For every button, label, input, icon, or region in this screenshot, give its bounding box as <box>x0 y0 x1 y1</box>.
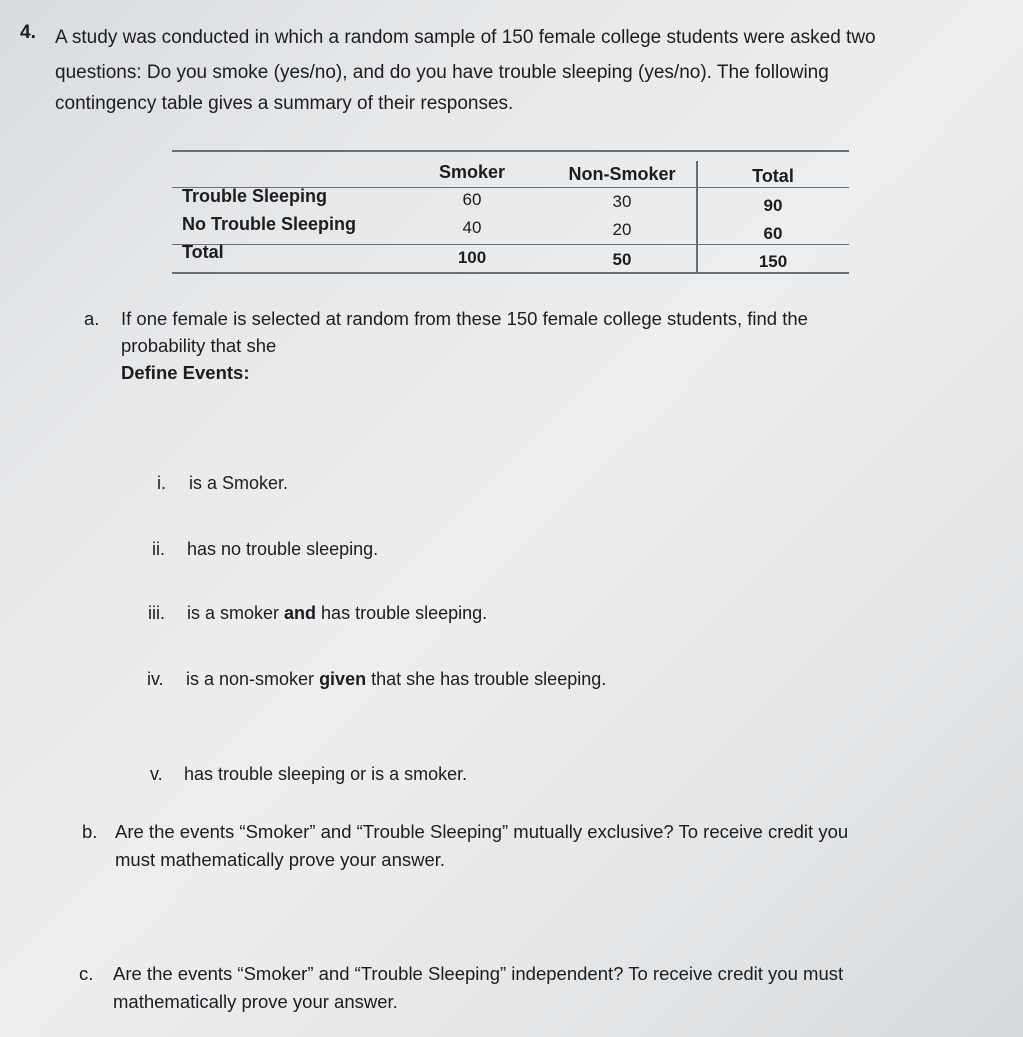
cell-total-smoker: 100 <box>457 248 487 267</box>
row-label-total: Total <box>182 242 224 262</box>
header-smoker: Smoker <box>438 162 506 182</box>
cell-notrouble-smoker: 40 <box>462 218 482 237</box>
item-iii-post: has trouble sleeping. <box>316 603 488 623</box>
item-ii-text: has no trouble sleeping. <box>187 539 379 559</box>
table-top-rule <box>172 150 849 152</box>
item-iv-post: that she has trouble sleeping. <box>366 669 607 689</box>
row-label-trouble-sleeping: Trouble Sleeping <box>182 186 328 206</box>
item-i-numeral: i. <box>157 473 166 493</box>
table-total-rule <box>172 244 849 245</box>
part-c-line-1: Are the events “Smoker” and “Trouble Sleeping” independent? To receive credit you must <box>113 963 844 984</box>
item-iv-numeral: iv. <box>147 669 164 689</box>
item-iii-text <box>187 603 487 624</box>
item-iv-pre: is a non-smoker <box>186 669 320 689</box>
cell-total-nonsmoker: 50 <box>612 250 632 269</box>
item-v-text: has trouble sleeping or is a smoker. <box>184 764 468 784</box>
item-iii-pre: is a smoker <box>187 603 285 623</box>
header-total: Total <box>752 166 794 186</box>
item-iii-numeral: iii. <box>148 603 165 623</box>
part-a-letter: a. <box>84 308 100 329</box>
table-bottom-rule <box>172 272 849 274</box>
item-ii-numeral: ii. <box>152 539 165 559</box>
cell-trouble-total: 90 <box>763 196 783 215</box>
intro-line-1: A study was conducted in which a random sample of 150 female college students were asked two <box>55 27 876 48</box>
table-total-divider <box>696 161 698 273</box>
cell-notrouble-nonsmoker: 20 <box>612 220 632 239</box>
item-iii-bold: and <box>284 603 317 623</box>
item-iv-bold: given <box>319 669 367 689</box>
row-label-no-trouble-sleeping: No Trouble Sleeping <box>182 214 357 234</box>
intro-line-2: questions: Do you smoke (yes/no), and do you have trouble sleeping (yes/no). The following <box>55 62 829 83</box>
cell-trouble-smoker: 60 <box>462 190 482 209</box>
part-b-line-2: must mathematically prove your answer. <box>115 849 446 870</box>
item-i-text: is a Smoker. <box>189 473 289 493</box>
define-events-label: Define Events: <box>121 362 250 383</box>
cell-trouble-nonsmoker: 30 <box>612 192 632 211</box>
cell-grand-total: 150 <box>758 252 788 271</box>
part-a-line-1: If one female is selected at random from these 150 female college students, find the <box>121 308 808 329</box>
part-c-letter: c. <box>79 963 94 984</box>
part-c-line-2: mathematically prove your answer. <box>113 991 398 1012</box>
intro-line-3: contingency table gives a summary of their responses. <box>55 93 514 114</box>
item-v-numeral: v. <box>150 764 163 784</box>
item-iv-text <box>186 669 606 690</box>
part-a-line-2: probability that she <box>121 335 277 356</box>
cell-notrouble-total: 60 <box>763 224 783 243</box>
part-b-letter: b. <box>82 821 98 842</box>
question-number: 4. <box>20 22 36 43</box>
part-b-line-1: Are the events “Smoker” and “Trouble Sleeping” mutually exclusive? To receive credit you <box>115 821 849 842</box>
header-non-smoker: Non-Smoker <box>568 164 676 184</box>
